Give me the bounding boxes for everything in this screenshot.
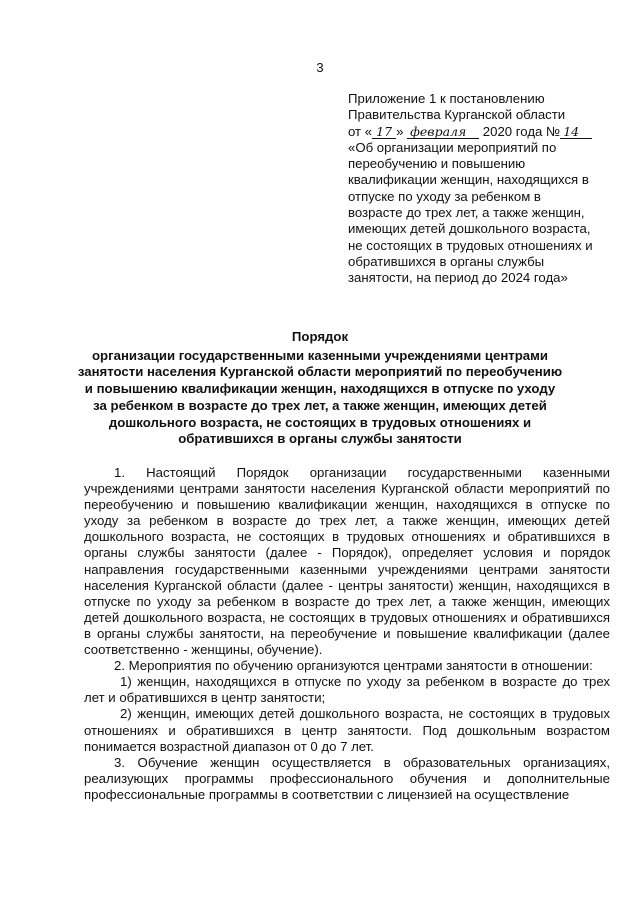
appendix-subject-line: переобучению и повышению	[348, 156, 526, 172]
document-title	[60, 329, 580, 448]
handwritten-number: 14	[560, 126, 592, 139]
appendix-block	[348, 91, 613, 287]
paragraph: 1. Настоящий Порядок организации государственными казенными учреждениями центрами занятости населения Курганской области мероприятий по переобучению и повышению квалификации женщин, находящихся в отпуске по уходу за ребенком в возрасте до трех лет, а также женщин, имеющих детей дошкольного возраста, не состоящих в трудовых отношениях и обратившихся в органы службы занятости (далее - Порядок), определяет условия и порядок направления государственными казенными учреждениями центрами занятости населения Курганской области (далее - центры занятости) женщин, находящихся в отпуске по уходу за ребенком в возрасте до трех лет, а также женщин, имеющих детей дошкольного возраста, не состоящих в трудовых отношениях и обратившихся в органы службы занятости, на переобучение и повышение квалификации (далее соответственно - женщины, обучение).	[84, 465, 610, 658]
appendix-line: Правительства Курганской области	[348, 107, 566, 123]
title-line: за ребенком в возрасте до трех лет, а также женщин, имеющих детей	[93, 397, 547, 413]
appendix-subject-line: обратившихся в органы службы	[348, 253, 545, 269]
date-mid: »	[396, 123, 404, 139]
title-line: обратившихся в органы службы занятости	[178, 431, 462, 447]
appendix-subject-line: имеющих детей дошкольного возраста,	[348, 221, 591, 237]
title-line: организации государственными казенными учреждениями центрами	[92, 347, 548, 363]
list-item: 1) женщин, находящихся в отпуске по уходу за ребенком в возрасте до трех лет и обратившихся в центр занятости;	[84, 674, 610, 706]
appendix-subject-line: отпуске по уходу за ребенком в	[348, 188, 541, 204]
page-number: 3	[316, 60, 324, 75]
appendix-subject-line: возрасте до трех лет, а также женщин,	[348, 205, 585, 221]
appendix-subject-line: «Об организации мероприятий по	[348, 139, 557, 155]
paragraph: 3. Обучение женщин осуществляется в образовательных организациях, реализующих программы профессионального обучения и дополнительные профессиональные программы в соответствии с лицензией на осуществление	[84, 754, 610, 802]
date-suffix: 2020 года №	[482, 123, 561, 139]
title-heading: Порядок	[291, 329, 349, 344]
paragraph: 2. Мероприятия по обучению организуются центрами занятости в отношении:	[114, 658, 593, 674]
title-line: занятости населения Курганской области мероприятий по переобучению	[77, 364, 563, 380]
appendix-subject-line: не состоящих в трудовых отношениях и	[348, 237, 593, 253]
appendix-line: Приложение 1 к постановлению	[348, 91, 545, 106]
appendix-subject-line: квалификации женщин, находящихся в	[348, 172, 589, 188]
title-line: и повышению квалификации женщин, находящихся в отпуске по уходу	[84, 381, 556, 397]
handwritten-day: 17	[372, 126, 396, 139]
list-item: 2) женщин, имеющих детей дошкольного возраста, не состоящих в трудовых отношениях и обратившихся в центр занятости. Под дошкольным возрастом понимается возрастной диапазон от 0 до 7 лет.	[84, 706, 610, 754]
date-prefix: от «	[348, 123, 373, 139]
appendix-date-line	[348, 124, 613, 140]
appendix-subject-line: занятости, на период до 2024 года»	[348, 270, 568, 286]
document-body	[84, 465, 610, 803]
title-line: дошкольного возраста, не состоящих в трудовых отношениях и	[108, 414, 532, 430]
handwritten-month: февраля	[407, 126, 479, 139]
